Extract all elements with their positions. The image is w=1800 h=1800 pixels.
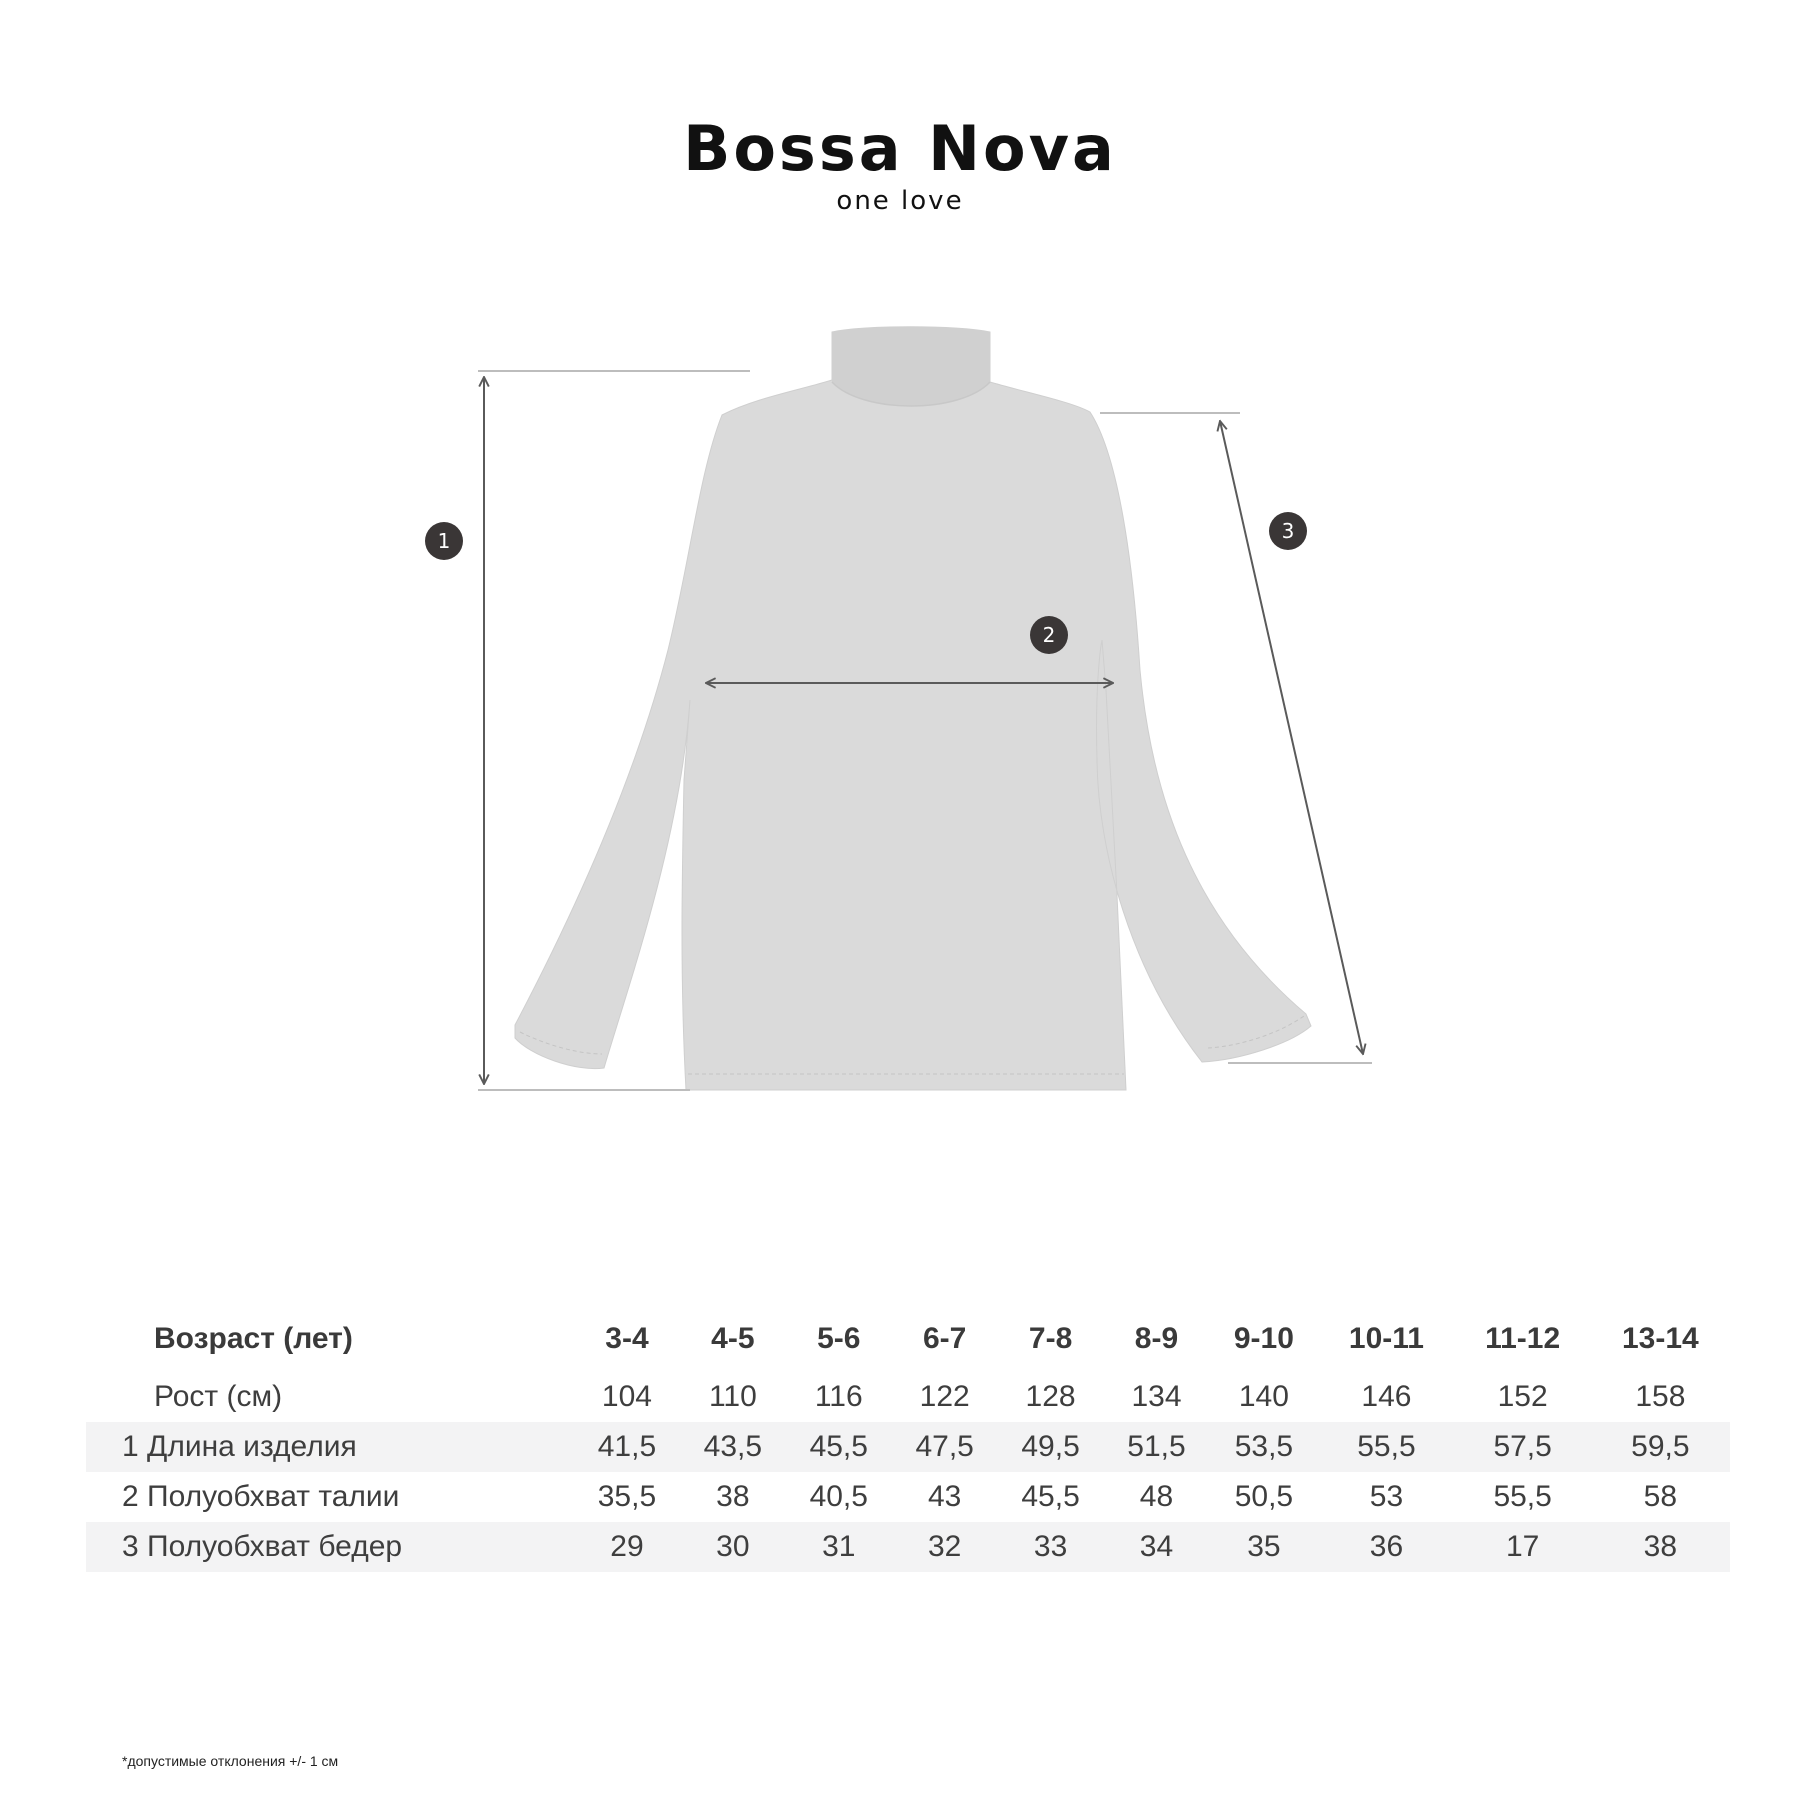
age-row-cell: 8-9 <box>1134 1322 1179 1355</box>
measurement-row-cell: 41,5 <box>574 1422 680 1472</box>
measurement-row-label: 3 Полуобхват бедер <box>86 1522 574 1572</box>
measurement-row-cell: 55,5 <box>1318 1422 1454 1472</box>
measurement-row-cell: 29 <box>574 1522 680 1572</box>
height-row-cell: 134 <box>1131 1380 1182 1413</box>
measurement-row-cell: 33 <box>998 1522 1104 1572</box>
measurement-row-cell: 53,5 <box>1209 1422 1318 1472</box>
measurement-row-cell: 40,5 <box>809 1480 868 1513</box>
measurement-row-cell: 17 <box>1455 1522 1591 1572</box>
height-row-cell: 140 <box>1238 1380 1289 1413</box>
measurement-row-cell: 48 <box>1139 1480 1174 1513</box>
height-row-label: Рост (см) <box>154 1380 283 1413</box>
svg-text:3: 3 <box>1281 519 1295 543</box>
measurement-row-label: 2 Полуобхват талии <box>122 1480 400 1513</box>
size-table-body <box>86 1306 1730 1572</box>
age-row-cell: 3-4 <box>605 1322 649 1355</box>
height-row-cell: 146 <box>1361 1380 1412 1413</box>
measurement-row-cell: 36 <box>1318 1522 1454 1572</box>
height-row-cell: 104 <box>601 1380 652 1413</box>
measurement-row-cell: 31 <box>786 1522 892 1572</box>
age-row-cell: 10-11 <box>1348 1322 1424 1355</box>
measurement-row-cell: 38 <box>1591 1522 1730 1572</box>
measurement-row-cell: 57,5 <box>1455 1422 1591 1472</box>
age-row-cell: 13-14 <box>1622 1322 1699 1355</box>
measurement-row-cell: 47,5 <box>892 1422 998 1472</box>
measurement-row-cell: 55,5 <box>1493 1480 1552 1513</box>
marker-1 <box>425 522 463 560</box>
height-row <box>86 1372 1730 1422</box>
height-row-cell: 152 <box>1497 1380 1548 1413</box>
age-row-cell: 5-6 <box>817 1322 861 1355</box>
measurement-row-cell: 53 <box>1369 1480 1404 1513</box>
measurement-row-cell: 35 <box>1209 1522 1318 1572</box>
measurement-row <box>86 1422 1730 1472</box>
measurement-row-cell: 45,5 <box>1021 1480 1080 1513</box>
footnote: *допустимые отклонения +/- 1 см <box>122 1753 339 1769</box>
measurement-row-cell: 45,5 <box>786 1422 892 1472</box>
age-row-cell: 9-10 <box>1233 1322 1294 1355</box>
measurement-row-cell: 30 <box>680 1522 786 1572</box>
age-row <box>86 1306 1730 1372</box>
marker-2 <box>1030 616 1068 654</box>
measurement-row-cell: 58 <box>1643 1480 1678 1513</box>
measurement-row-cell: 32 <box>892 1522 998 1572</box>
age-row-cell: 6-7 <box>922 1322 967 1355</box>
height-row-cell: 128 <box>1025 1380 1076 1413</box>
measurement-row <box>86 1472 1730 1522</box>
brand-logo: Bossa Nova <box>683 112 1117 185</box>
height-row-cell: 122 <box>919 1380 970 1413</box>
measurement-row-label: 1 Длина изделия <box>86 1422 574 1472</box>
measurement-row-cell: 50,5 <box>1234 1480 1294 1513</box>
measurement-row-cell: 43 <box>927 1480 962 1513</box>
age-row-cell: 4-5 <box>711 1322 755 1355</box>
age-row-cell: 11-12 <box>1485 1322 1561 1355</box>
turtleneck-shirt-icon <box>515 327 1311 1090</box>
measurement-row-cell: 34 <box>1104 1522 1210 1572</box>
age-row-label: Возраст (лет) <box>154 1322 353 1355</box>
size-table <box>86 1306 1730 1572</box>
height-row-cell: 158 <box>1635 1380 1686 1413</box>
marker-3 <box>1269 512 1307 550</box>
age-row-cell: 7-8 <box>1028 1322 1073 1355</box>
svg-text:1: 1 <box>437 529 451 553</box>
svg-text:2: 2 <box>1042 623 1056 647</box>
measurement-row-cell: 35,5 <box>597 1480 657 1513</box>
measurement-row-cell: 51,5 <box>1104 1422 1210 1472</box>
measurement-row-cell: 59,5 <box>1591 1422 1730 1472</box>
measurement-row-cell: 49,5 <box>998 1422 1104 1472</box>
height-row-cell: 116 <box>814 1380 863 1413</box>
height-row-cell: 110 <box>708 1380 757 1413</box>
measurement-row-cell: 43,5 <box>680 1422 786 1472</box>
brand-tagline: one love <box>836 186 964 216</box>
measurement-row-cell: 38 <box>716 1480 750 1513</box>
measurement-row <box>86 1522 1730 1572</box>
